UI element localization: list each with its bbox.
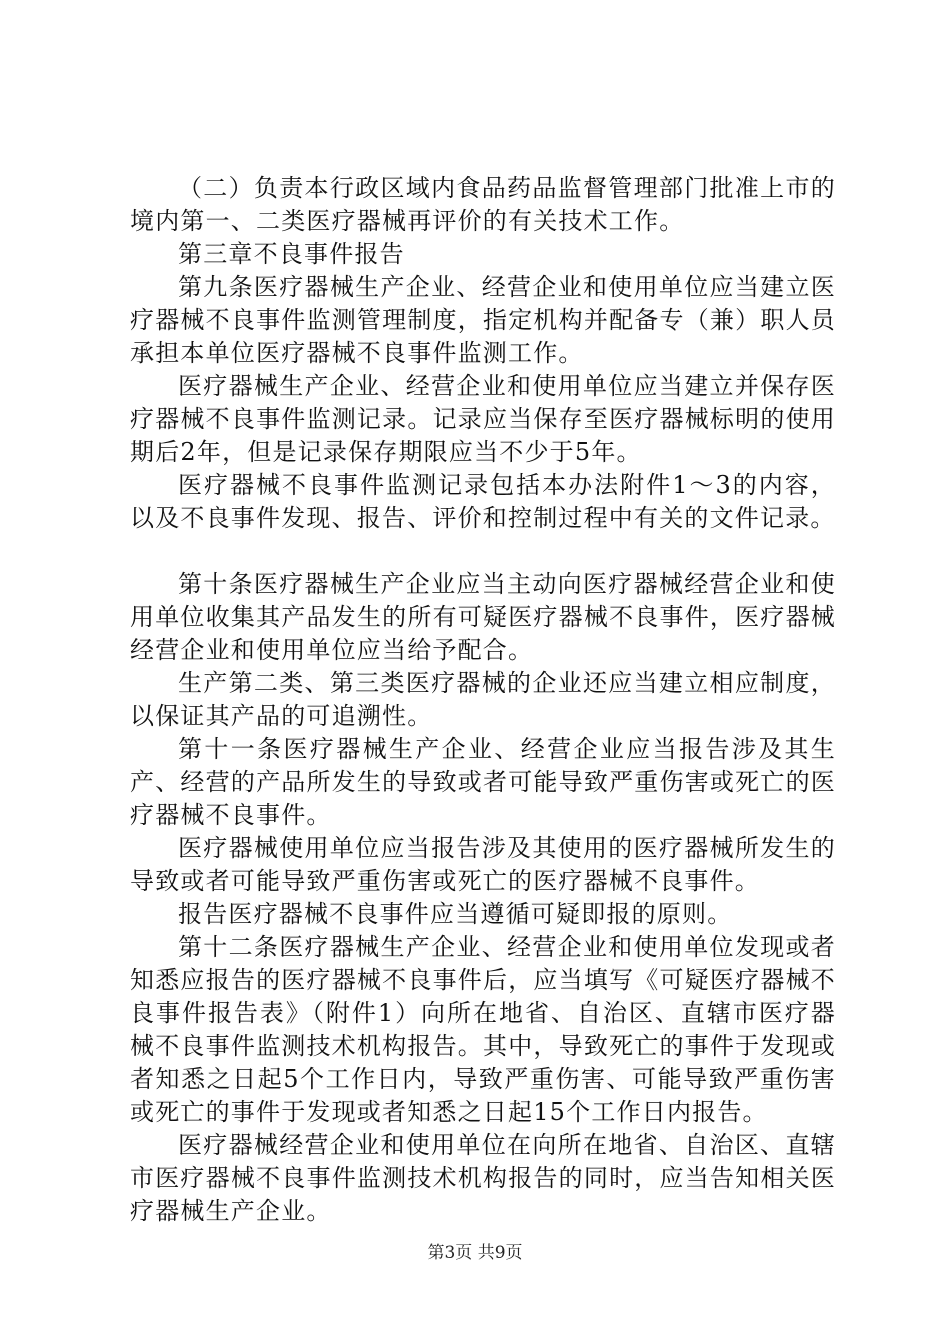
document-body — [130, 172, 836, 1228]
article-11: 第十一条医疗器械生产企业、经营企业应当报告涉及其生产、经营的产品所发生的导致或者可能导致严重伤害或死亡的医疗器械不良事件。 — [130, 735, 836, 829]
paragraph-responsibility-2: （二）负责本行政区域内食品药品监督管理部门批准上市的境内第一、二类医疗器械再评价的有关技术工作。 — [130, 174, 836, 235]
article-11-principle: 报告医疗器械不良事件应当遵循可疑即报的原则。 — [178, 900, 733, 928]
paragraph-gap — [130, 535, 836, 568]
page-footer: 第3页 共9页 — [427, 1243, 523, 1263]
article-9-record-contents: 医疗器械不良事件监测记录包括本办法附件1～3的内容，以及不良事件发现、报告、评价和控制过程中有关的文件记录。 — [130, 471, 836, 532]
chapter-heading: 第三章不良事件报告 — [178, 240, 405, 268]
article-9-records: 医疗器械生产企业、经营企业和使用单位应当建立并保存医疗器械不良事件监测记录。记录应当保存至医疗器械标明的使用期后2年，但是记录保存期限应当不少于5年。 — [130, 372, 836, 466]
article-10: 第十条医疗器械生产企业应当主动向医疗器械经营企业和使用单位收集其产品发生的所有可疑医疗器械不良事件，医疗器械经营企业和使用单位应当给予配合。 — [130, 570, 836, 664]
article-9: 第九条医疗器械生产企业、经营企业和使用单位应当建立医疗器械不良事件监测管理制度，指定机构并配备专（兼）职人员承担本单位医疗器械不良事件监测工作。 — [130, 273, 836, 367]
article-12-notify: 医疗器械经营企业和使用单位在向所在地省、自治区、直辖市医疗器械不良事件监测技术机构报告的同时，应当告知相关医疗器械生产企业。 — [130, 1131, 836, 1225]
article-12: 第十二条医疗器械生产企业、经营企业和使用单位发现或者知悉应报告的医疗器械不良事件后，应当填写《可疑医疗器械不良事件报告表》（附件1）向所在地省、自治区、直辖市医疗器械不良事件监测技术机构报告。其中，导致死亡的事件于发现或者知悉之日起5个工作日内，导致严重伤害、可能导致严重伤害或死亡的事件于发现或者知悉之日起15个工作日内报告。 — [130, 933, 836, 1126]
article-10-traceability: 生产第二类、第三类医疗器械的企业还应当建立相应制度，以保证其产品的可追溯性。 — [130, 669, 836, 730]
article-11-users: 医疗器械使用单位应当报告涉及其使用的医疗器械所发生的导致或者可能导致严重伤害或死亡的医疗器械不良事件。 — [130, 834, 836, 895]
